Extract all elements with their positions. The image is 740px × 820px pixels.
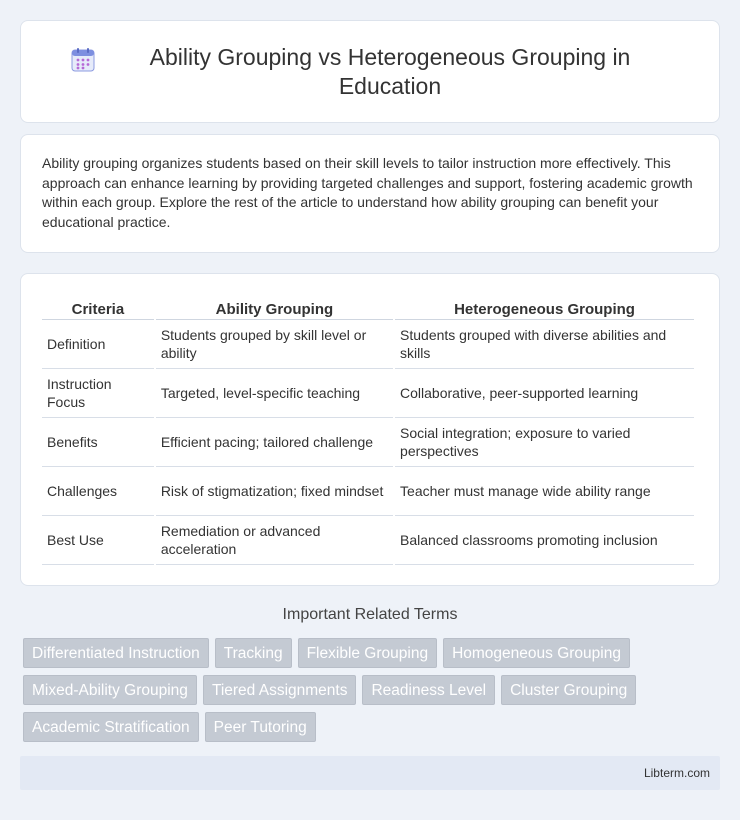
row-ability-value: Students grouped by skill level or ability [156,320,393,369]
related-terms-list [23,638,703,742]
row-criteria: Best Use [42,516,154,565]
row-heterogeneous-value: Social integration; exposure to varied perspectives [395,418,694,467]
calendar-grid-icon [70,47,96,73]
term-tag-tracking[interactable]: Tracking [215,638,292,668]
row-heterogeneous-value: Balanced classrooms promoting inclusion [395,516,694,565]
row-ability-value: Remediation or advanced acceleration [156,516,393,565]
table-row [42,467,694,516]
comparison-table [40,294,696,565]
term-tag-readiness-level[interactable]: Readiness Level [362,675,495,705]
term-tag-homogeneous-grouping[interactable]: Homogeneous Grouping [443,638,630,668]
term-tag-academic-stratification[interactable]: Academic Stratification [23,712,199,742]
row-criteria: Challenges [42,467,154,516]
table-row [42,516,694,565]
table-row [42,320,694,369]
page-title: Ability Grouping vs Heterogeneous Grouping in Education [149,43,631,99]
intro-card [20,134,720,253]
title-wrap [70,43,670,101]
footer [20,756,720,790]
table-header-row [42,294,694,320]
intro-paragraph: Ability grouping organizes students based on their skill levels to tailor instruction more effectively. This approach can enhance learning by providing targeted challenges and support, fostering academic growth within each group. Explore the rest of the article to understand how ability grouping can benefit your educational practice. [42,155,693,230]
row-heterogeneous-value: Collaborative, peer-supported learning [395,369,694,418]
term-tag-cluster-grouping[interactable]: Cluster Grouping [501,675,636,705]
row-heterogeneous-value: Students grouped with diverse abilities and skills [395,320,694,369]
header-criteria: Criteria [42,294,154,320]
table-row [42,418,694,467]
row-ability-value: Efficient pacing; tailored challenge [156,418,393,467]
row-criteria: Instruction Focus [42,369,154,418]
title-card [20,20,720,123]
row-criteria: Benefits [42,418,154,467]
term-tag-differentiated-instruction[interactable]: Differentiated Instruction [23,638,209,668]
term-tag-peer-tutoring[interactable]: Peer Tutoring [205,712,316,742]
footer-site-link[interactable]: Libterm.com [643,766,710,780]
header-ability-grouping: Ability Grouping [156,294,393,320]
related-terms-heading: Important Related Terms [282,606,458,623]
row-criteria: Definition [42,320,154,369]
term-tag-mixed-ability-grouping[interactable]: Mixed-Ability Grouping [23,675,197,705]
term-tag-flexible-grouping[interactable]: Flexible Grouping [298,638,437,668]
row-ability-value: Targeted, level-specific teaching [156,369,393,418]
comparison-table-card [20,273,720,586]
term-tag-tiered-assignments[interactable]: Tiered Assignments [203,675,357,705]
row-heterogeneous-value: Teacher must manage wide ability range [395,467,694,516]
table-row [42,369,694,418]
row-ability-value: Risk of stigmatization; fixed mindset [156,467,393,516]
header-heterogeneous-grouping: Heterogeneous Grouping [395,294,694,320]
